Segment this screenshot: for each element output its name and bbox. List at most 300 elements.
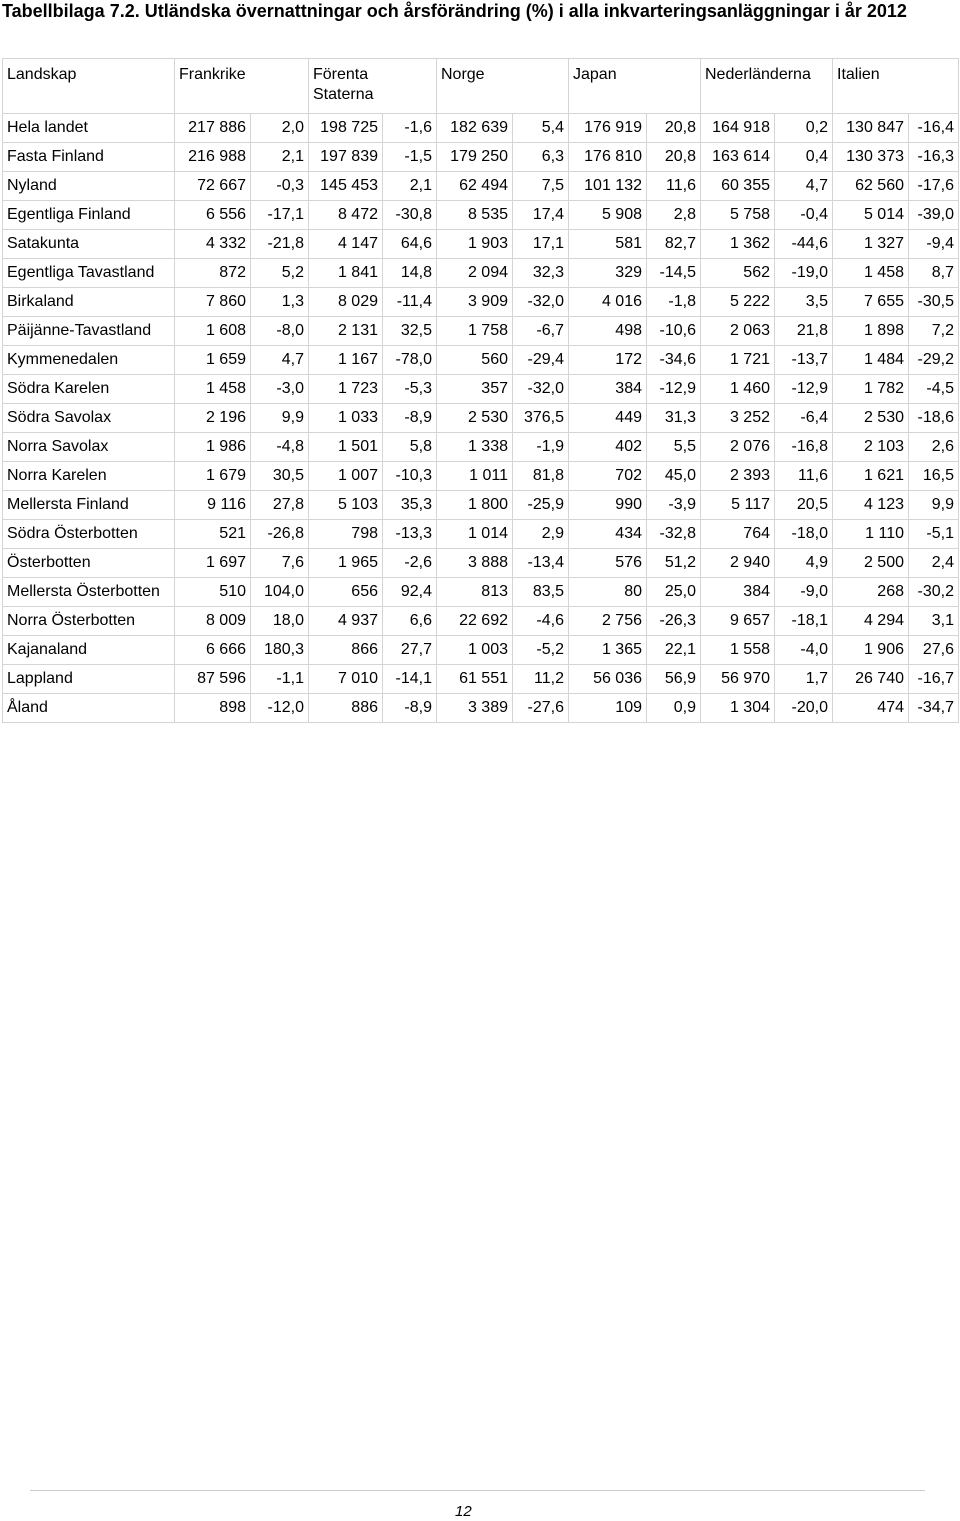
overnights-cell: 474 xyxy=(833,694,909,723)
overnights-cell: 2 196 xyxy=(175,404,251,433)
change-percent-cell: 11,6 xyxy=(647,172,701,201)
overnights-cell: 1 697 xyxy=(175,549,251,578)
change-percent-cell: -6,4 xyxy=(775,404,833,433)
change-percent-cell: 2,1 xyxy=(383,172,437,201)
overnights-cell: 1 011 xyxy=(437,462,513,491)
overnights-cell: 1 327 xyxy=(833,230,909,259)
overnights-cell: 101 132 xyxy=(569,172,647,201)
overnights-cell: 4 294 xyxy=(833,607,909,636)
change-percent-cell: -12,9 xyxy=(775,375,833,404)
change-percent-cell: -32,0 xyxy=(513,288,569,317)
change-percent-cell: -10,3 xyxy=(383,462,437,491)
table-row xyxy=(3,433,959,462)
overnights-cell: 1 304 xyxy=(701,694,775,723)
overnights-cell: 179 250 xyxy=(437,143,513,172)
overnights-cell: 1 758 xyxy=(437,317,513,346)
region-name-cell: Hela landet xyxy=(3,114,175,143)
change-percent-cell: 8,7 xyxy=(909,259,959,288)
table-body xyxy=(3,114,959,723)
overnights-cell: 72 667 xyxy=(175,172,251,201)
change-percent-cell: 6,6 xyxy=(383,607,437,636)
change-percent-cell: -8,9 xyxy=(383,694,437,723)
change-percent-cell: 20,5 xyxy=(775,491,833,520)
overnights-cell: 1 659 xyxy=(175,346,251,375)
overnights-cell: 5 222 xyxy=(701,288,775,317)
change-percent-cell: -34,7 xyxy=(909,694,959,723)
change-percent-cell: 5,2 xyxy=(251,259,309,288)
change-percent-cell: -1,1 xyxy=(251,665,309,694)
overnights-cell: 2 500 xyxy=(833,549,909,578)
change-percent-cell: -1,6 xyxy=(383,114,437,143)
overnights-cell: 172 xyxy=(569,346,647,375)
overnights-cell: 1 458 xyxy=(175,375,251,404)
change-percent-cell: -30,8 xyxy=(383,201,437,230)
change-percent-cell: -26,3 xyxy=(647,607,701,636)
change-percent-cell: 4,9 xyxy=(775,549,833,578)
change-percent-cell: 5,8 xyxy=(383,433,437,462)
overnights-cell: 176 919 xyxy=(569,114,647,143)
change-percent-cell: 64,6 xyxy=(383,230,437,259)
change-percent-cell: 45,0 xyxy=(647,462,701,491)
overnights-cell: 1 782 xyxy=(833,375,909,404)
overnights-cell: 4 016 xyxy=(569,288,647,317)
change-percent-cell: 7,2 xyxy=(909,317,959,346)
overnights-cell: 1 986 xyxy=(175,433,251,462)
change-percent-cell: -10,6 xyxy=(647,317,701,346)
overnights-cell: 702 xyxy=(569,462,647,491)
change-percent-cell: -9,0 xyxy=(775,578,833,607)
table-row xyxy=(3,375,959,404)
region-name-cell: Egentliga Finland xyxy=(3,201,175,230)
change-percent-cell: -19,0 xyxy=(775,259,833,288)
overnights-cell: 402 xyxy=(569,433,647,462)
change-percent-cell: 92,4 xyxy=(383,578,437,607)
overnights-cell: 197 839 xyxy=(309,143,383,172)
region-name-cell: Kajanaland xyxy=(3,636,175,665)
change-percent-cell: 4,7 xyxy=(251,346,309,375)
overnights-cell: 521 xyxy=(175,520,251,549)
change-percent-cell: -26,8 xyxy=(251,520,309,549)
overnights-cell: 1 338 xyxy=(437,433,513,462)
overnights-cell: 56 970 xyxy=(701,665,775,694)
overnights-cell: 2 063 xyxy=(701,317,775,346)
table-row xyxy=(3,230,959,259)
table-row xyxy=(3,201,959,230)
change-percent-cell: -12,9 xyxy=(647,375,701,404)
change-percent-cell: 17,4 xyxy=(513,201,569,230)
overnights-cell: 2 940 xyxy=(701,549,775,578)
change-percent-cell: -5,3 xyxy=(383,375,437,404)
overnights-cell: 872 xyxy=(175,259,251,288)
overnights-cell: 6 666 xyxy=(175,636,251,665)
overnights-cell: 1 906 xyxy=(833,636,909,665)
change-percent-cell: -13,4 xyxy=(513,549,569,578)
overnights-cell: 581 xyxy=(569,230,647,259)
overnights-cell: 7 655 xyxy=(833,288,909,317)
change-percent-cell: -13,7 xyxy=(775,346,833,375)
overnights-cell: 562 xyxy=(701,259,775,288)
overnights-cell: 4 123 xyxy=(833,491,909,520)
overnights-cell: 498 xyxy=(569,317,647,346)
change-percent-cell: -34,6 xyxy=(647,346,701,375)
overnights-cell: 1 800 xyxy=(437,491,513,520)
change-percent-cell: 81,8 xyxy=(513,462,569,491)
change-percent-cell: -13,3 xyxy=(383,520,437,549)
change-percent-cell: -29,4 xyxy=(513,346,569,375)
table-row xyxy=(3,143,959,172)
change-percent-cell: -21,8 xyxy=(251,230,309,259)
change-percent-cell: -27,6 xyxy=(513,694,569,723)
overnights-cell: 5 908 xyxy=(569,201,647,230)
table-row xyxy=(3,317,959,346)
footer-divider xyxy=(30,1490,925,1491)
change-percent-cell: 18,0 xyxy=(251,607,309,636)
change-percent-cell: -1,8 xyxy=(647,288,701,317)
overnights-cell: 1 898 xyxy=(833,317,909,346)
column-header-frankrike: Frankrike xyxy=(175,59,309,114)
change-percent-cell: 22,1 xyxy=(647,636,701,665)
overnights-cell: 2 103 xyxy=(833,433,909,462)
overnights-cell: 216 988 xyxy=(175,143,251,172)
overnights-cell: 1 365 xyxy=(569,636,647,665)
change-percent-cell: -3,0 xyxy=(251,375,309,404)
change-percent-cell: 31,3 xyxy=(647,404,701,433)
change-percent-cell: -0,4 xyxy=(775,201,833,230)
change-percent-cell: -32,8 xyxy=(647,520,701,549)
table-row xyxy=(3,114,959,143)
overnights-cell: 2 094 xyxy=(437,259,513,288)
overnights-cell: 357 xyxy=(437,375,513,404)
overnights-cell: 4 937 xyxy=(309,607,383,636)
region-name-cell: Birkaland xyxy=(3,288,175,317)
overnights-cell: 813 xyxy=(437,578,513,607)
overnights-cell: 1 621 xyxy=(833,462,909,491)
region-name-cell: Norra Savolax xyxy=(3,433,175,462)
overnights-cell: 1 484 xyxy=(833,346,909,375)
change-percent-cell: 376,5 xyxy=(513,404,569,433)
change-percent-cell: 1,3 xyxy=(251,288,309,317)
overnights-cell: 8 472 xyxy=(309,201,383,230)
overnights-cell: 1 721 xyxy=(701,346,775,375)
overnights-cell: 1 033 xyxy=(309,404,383,433)
overnights-cell: 576 xyxy=(569,549,647,578)
change-percent-cell: 25,0 xyxy=(647,578,701,607)
overnights-cell: 7 860 xyxy=(175,288,251,317)
change-percent-cell: -30,5 xyxy=(909,288,959,317)
overnights-cell: 434 xyxy=(569,520,647,549)
table-row xyxy=(3,259,959,288)
change-percent-cell: -16,4 xyxy=(909,114,959,143)
change-percent-cell: 0,2 xyxy=(775,114,833,143)
change-percent-cell: 21,8 xyxy=(775,317,833,346)
overnights-cell: 560 xyxy=(437,346,513,375)
overnights-cell: 1 608 xyxy=(175,317,251,346)
overnights-cell: 56 036 xyxy=(569,665,647,694)
change-percent-cell: 20,8 xyxy=(647,114,701,143)
change-percent-cell: -8,0 xyxy=(251,317,309,346)
change-percent-cell: 16,5 xyxy=(909,462,959,491)
table-row xyxy=(3,636,959,665)
table-row xyxy=(3,665,959,694)
overnights-cell: 1 965 xyxy=(309,549,383,578)
overnights-cell: 26 740 xyxy=(833,665,909,694)
change-percent-cell: -5,1 xyxy=(909,520,959,549)
change-percent-cell: -12,0 xyxy=(251,694,309,723)
region-name-cell: Norra Karelen xyxy=(3,462,175,491)
overnights-cell: 329 xyxy=(569,259,647,288)
overnights-cell: 176 810 xyxy=(569,143,647,172)
overnights-cell: 1 841 xyxy=(309,259,383,288)
column-header-norge: Norge xyxy=(437,59,569,114)
change-percent-cell: 83,5 xyxy=(513,578,569,607)
change-percent-cell: -1,5 xyxy=(383,143,437,172)
change-percent-cell: 7,5 xyxy=(513,172,569,201)
overnights-cell: 9 657 xyxy=(701,607,775,636)
change-percent-cell: -20,0 xyxy=(775,694,833,723)
change-percent-cell: 32,3 xyxy=(513,259,569,288)
overnights-cell: 6 556 xyxy=(175,201,251,230)
overnights-cell: 1 014 xyxy=(437,520,513,549)
change-percent-cell: 82,7 xyxy=(647,230,701,259)
region-name-cell: Österbotten xyxy=(3,549,175,578)
change-percent-cell: -78,0 xyxy=(383,346,437,375)
change-percent-cell: -16,8 xyxy=(775,433,833,462)
region-name-cell: Mellersta Österbotten xyxy=(3,578,175,607)
overnights-cell: 449 xyxy=(569,404,647,433)
overnights-cell: 8 029 xyxy=(309,288,383,317)
overnights-cell: 109 xyxy=(569,694,647,723)
overnights-cell: 1 723 xyxy=(309,375,383,404)
overnights-cell: 1 167 xyxy=(309,346,383,375)
change-percent-cell: -17,1 xyxy=(251,201,309,230)
overnights-cell: 130 373 xyxy=(833,143,909,172)
overnights-cell: 5 103 xyxy=(309,491,383,520)
change-percent-cell: -4,6 xyxy=(513,607,569,636)
overnights-cell: 2 530 xyxy=(833,404,909,433)
change-percent-cell: 20,8 xyxy=(647,143,701,172)
change-percent-cell: 2,4 xyxy=(909,549,959,578)
table-row xyxy=(3,520,959,549)
overnights-cell: 7 010 xyxy=(309,665,383,694)
overnights-cell: 2 076 xyxy=(701,433,775,462)
overnights-cell: 5 117 xyxy=(701,491,775,520)
column-header-japan: Japan xyxy=(569,59,701,114)
change-percent-cell: -5,2 xyxy=(513,636,569,665)
region-name-cell: Lappland xyxy=(3,665,175,694)
table-row xyxy=(3,607,959,636)
region-name-cell: Södra Österbotten xyxy=(3,520,175,549)
change-percent-cell: -29,2 xyxy=(909,346,959,375)
change-percent-cell: -16,7 xyxy=(909,665,959,694)
overnights-cell: 1 558 xyxy=(701,636,775,665)
overnight-stays-table xyxy=(2,58,959,723)
change-percent-cell: 9,9 xyxy=(251,404,309,433)
table-row xyxy=(3,404,959,433)
change-percent-cell: -0,3 xyxy=(251,172,309,201)
change-percent-cell: -18,6 xyxy=(909,404,959,433)
change-percent-cell: -30,2 xyxy=(909,578,959,607)
region-name-cell: Satakunta xyxy=(3,230,175,259)
change-percent-cell: -4,0 xyxy=(775,636,833,665)
overnights-cell: 8 009 xyxy=(175,607,251,636)
change-percent-cell: 2,0 xyxy=(251,114,309,143)
change-percent-cell: 51,2 xyxy=(647,549,701,578)
overnights-cell: 3 909 xyxy=(437,288,513,317)
change-percent-cell: 35,3 xyxy=(383,491,437,520)
change-percent-cell: -17,6 xyxy=(909,172,959,201)
region-name-cell: Södra Karelen xyxy=(3,375,175,404)
overnights-cell: 886 xyxy=(309,694,383,723)
change-percent-cell: -39,0 xyxy=(909,201,959,230)
change-percent-cell: 6,3 xyxy=(513,143,569,172)
region-name-cell: Nyland xyxy=(3,172,175,201)
overnights-cell: 2 393 xyxy=(701,462,775,491)
change-percent-cell: -6,7 xyxy=(513,317,569,346)
overnights-cell: 22 692 xyxy=(437,607,513,636)
overnights-cell: 3 389 xyxy=(437,694,513,723)
change-percent-cell: 32,5 xyxy=(383,317,437,346)
overnights-cell: 656 xyxy=(309,578,383,607)
change-percent-cell: -2,6 xyxy=(383,549,437,578)
overnights-cell: 510 xyxy=(175,578,251,607)
change-percent-cell: 5,5 xyxy=(647,433,701,462)
overnights-cell: 182 639 xyxy=(437,114,513,143)
overnights-cell: 1 903 xyxy=(437,230,513,259)
overnights-cell: 5 758 xyxy=(701,201,775,230)
change-percent-cell: -25,9 xyxy=(513,491,569,520)
change-percent-cell: 56,9 xyxy=(647,665,701,694)
overnights-cell: 217 886 xyxy=(175,114,251,143)
change-percent-cell: -16,3 xyxy=(909,143,959,172)
table-row xyxy=(3,346,959,375)
change-percent-cell: 9,9 xyxy=(909,491,959,520)
change-percent-cell: -18,1 xyxy=(775,607,833,636)
overnights-cell: 268 xyxy=(833,578,909,607)
table-row xyxy=(3,462,959,491)
overnights-cell: 898 xyxy=(175,694,251,723)
overnights-cell: 4 332 xyxy=(175,230,251,259)
overnights-cell: 9 116 xyxy=(175,491,251,520)
region-name-cell: Egentliga Tavastland xyxy=(3,259,175,288)
overnights-cell: 990 xyxy=(569,491,647,520)
overnights-cell: 1 460 xyxy=(701,375,775,404)
change-percent-cell: 2,9 xyxy=(513,520,569,549)
change-percent-cell: 27,7 xyxy=(383,636,437,665)
change-percent-cell: -9,4 xyxy=(909,230,959,259)
change-percent-cell: 11,2 xyxy=(513,665,569,694)
overnights-cell: 62 560 xyxy=(833,172,909,201)
change-percent-cell: 104,0 xyxy=(251,578,309,607)
column-header-italien: Italien xyxy=(833,59,959,114)
overnights-cell: 1 501 xyxy=(309,433,383,462)
change-percent-cell: 3,1 xyxy=(909,607,959,636)
change-percent-cell: -4,8 xyxy=(251,433,309,462)
overnights-cell: 62 494 xyxy=(437,172,513,201)
overnights-cell: 5 014 xyxy=(833,201,909,230)
overnights-cell: 2 131 xyxy=(309,317,383,346)
change-percent-cell: 17,1 xyxy=(513,230,569,259)
change-percent-cell: -11,4 xyxy=(383,288,437,317)
table-row xyxy=(3,288,959,317)
change-percent-cell: 5,4 xyxy=(513,114,569,143)
change-percent-cell: -14,1 xyxy=(383,665,437,694)
change-percent-cell: 180,3 xyxy=(251,636,309,665)
overnights-cell: 87 596 xyxy=(175,665,251,694)
overnights-cell: 1 679 xyxy=(175,462,251,491)
region-name-cell: Päijänne-Tavastland xyxy=(3,317,175,346)
change-percent-cell: 27,6 xyxy=(909,636,959,665)
table-row xyxy=(3,694,959,723)
overnights-cell: 60 355 xyxy=(701,172,775,201)
change-percent-cell: 11,6 xyxy=(775,462,833,491)
overnights-cell: 1 362 xyxy=(701,230,775,259)
change-percent-cell: 7,6 xyxy=(251,549,309,578)
region-name-cell: Fasta Finland xyxy=(3,143,175,172)
table-row xyxy=(3,549,959,578)
overnights-cell: 61 551 xyxy=(437,665,513,694)
change-percent-cell: 3,5 xyxy=(775,288,833,317)
overnights-cell: 145 453 xyxy=(309,172,383,201)
change-percent-cell: 0,9 xyxy=(647,694,701,723)
overnights-cell: 1 007 xyxy=(309,462,383,491)
change-percent-cell: -44,6 xyxy=(775,230,833,259)
column-header-landskap: Landskap xyxy=(3,59,175,114)
change-percent-cell: 30,5 xyxy=(251,462,309,491)
change-percent-cell: 27,8 xyxy=(251,491,309,520)
overnights-cell: 163 614 xyxy=(701,143,775,172)
overnights-cell: 866 xyxy=(309,636,383,665)
overnights-cell: 384 xyxy=(701,578,775,607)
change-percent-cell: 14,8 xyxy=(383,259,437,288)
overnights-cell: 798 xyxy=(309,520,383,549)
change-percent-cell: 2,8 xyxy=(647,201,701,230)
overnights-cell: 130 847 xyxy=(833,114,909,143)
change-percent-cell: 0,4 xyxy=(775,143,833,172)
overnights-cell: 2 530 xyxy=(437,404,513,433)
overnights-cell: 3 252 xyxy=(701,404,775,433)
region-name-cell: Åland xyxy=(3,694,175,723)
overnights-cell: 2 756 xyxy=(569,607,647,636)
document-title: Tabellbilaga 7.2. Utländska övernattningar och årsförändring (%) i alla inkvarteringsanläggningar i år 2012 xyxy=(2,1,907,21)
overnights-cell: 198 725 xyxy=(309,114,383,143)
region-name-cell: Mellersta Finland xyxy=(3,491,175,520)
overnights-cell: 1 003 xyxy=(437,636,513,665)
overnights-cell: 3 888 xyxy=(437,549,513,578)
overnights-cell: 4 147 xyxy=(309,230,383,259)
overnights-cell: 764 xyxy=(701,520,775,549)
table-row xyxy=(3,491,959,520)
overnights-cell: 384 xyxy=(569,375,647,404)
overnights-cell: 80 xyxy=(569,578,647,607)
region-name-cell: Norra Österbotten xyxy=(3,607,175,636)
change-percent-cell: 1,7 xyxy=(775,665,833,694)
change-percent-cell: -8,9 xyxy=(383,404,437,433)
change-percent-cell: 2,6 xyxy=(909,433,959,462)
column-header-nederlanderna: Nederländerna xyxy=(701,59,833,114)
table-row xyxy=(3,172,959,201)
column-header-forenta-staterna: Förenta Staterna xyxy=(309,59,437,114)
table-header xyxy=(3,59,959,114)
change-percent-cell: -32,0 xyxy=(513,375,569,404)
change-percent-cell: -4,5 xyxy=(909,375,959,404)
overnights-cell: 164 918 xyxy=(701,114,775,143)
overnights-cell: 1 458 xyxy=(833,259,909,288)
table-row xyxy=(3,578,959,607)
overnights-cell: 8 535 xyxy=(437,201,513,230)
page-number: 12 xyxy=(455,1503,472,1520)
change-percent-cell: -14,5 xyxy=(647,259,701,288)
change-percent-cell: -3,9 xyxy=(647,491,701,520)
